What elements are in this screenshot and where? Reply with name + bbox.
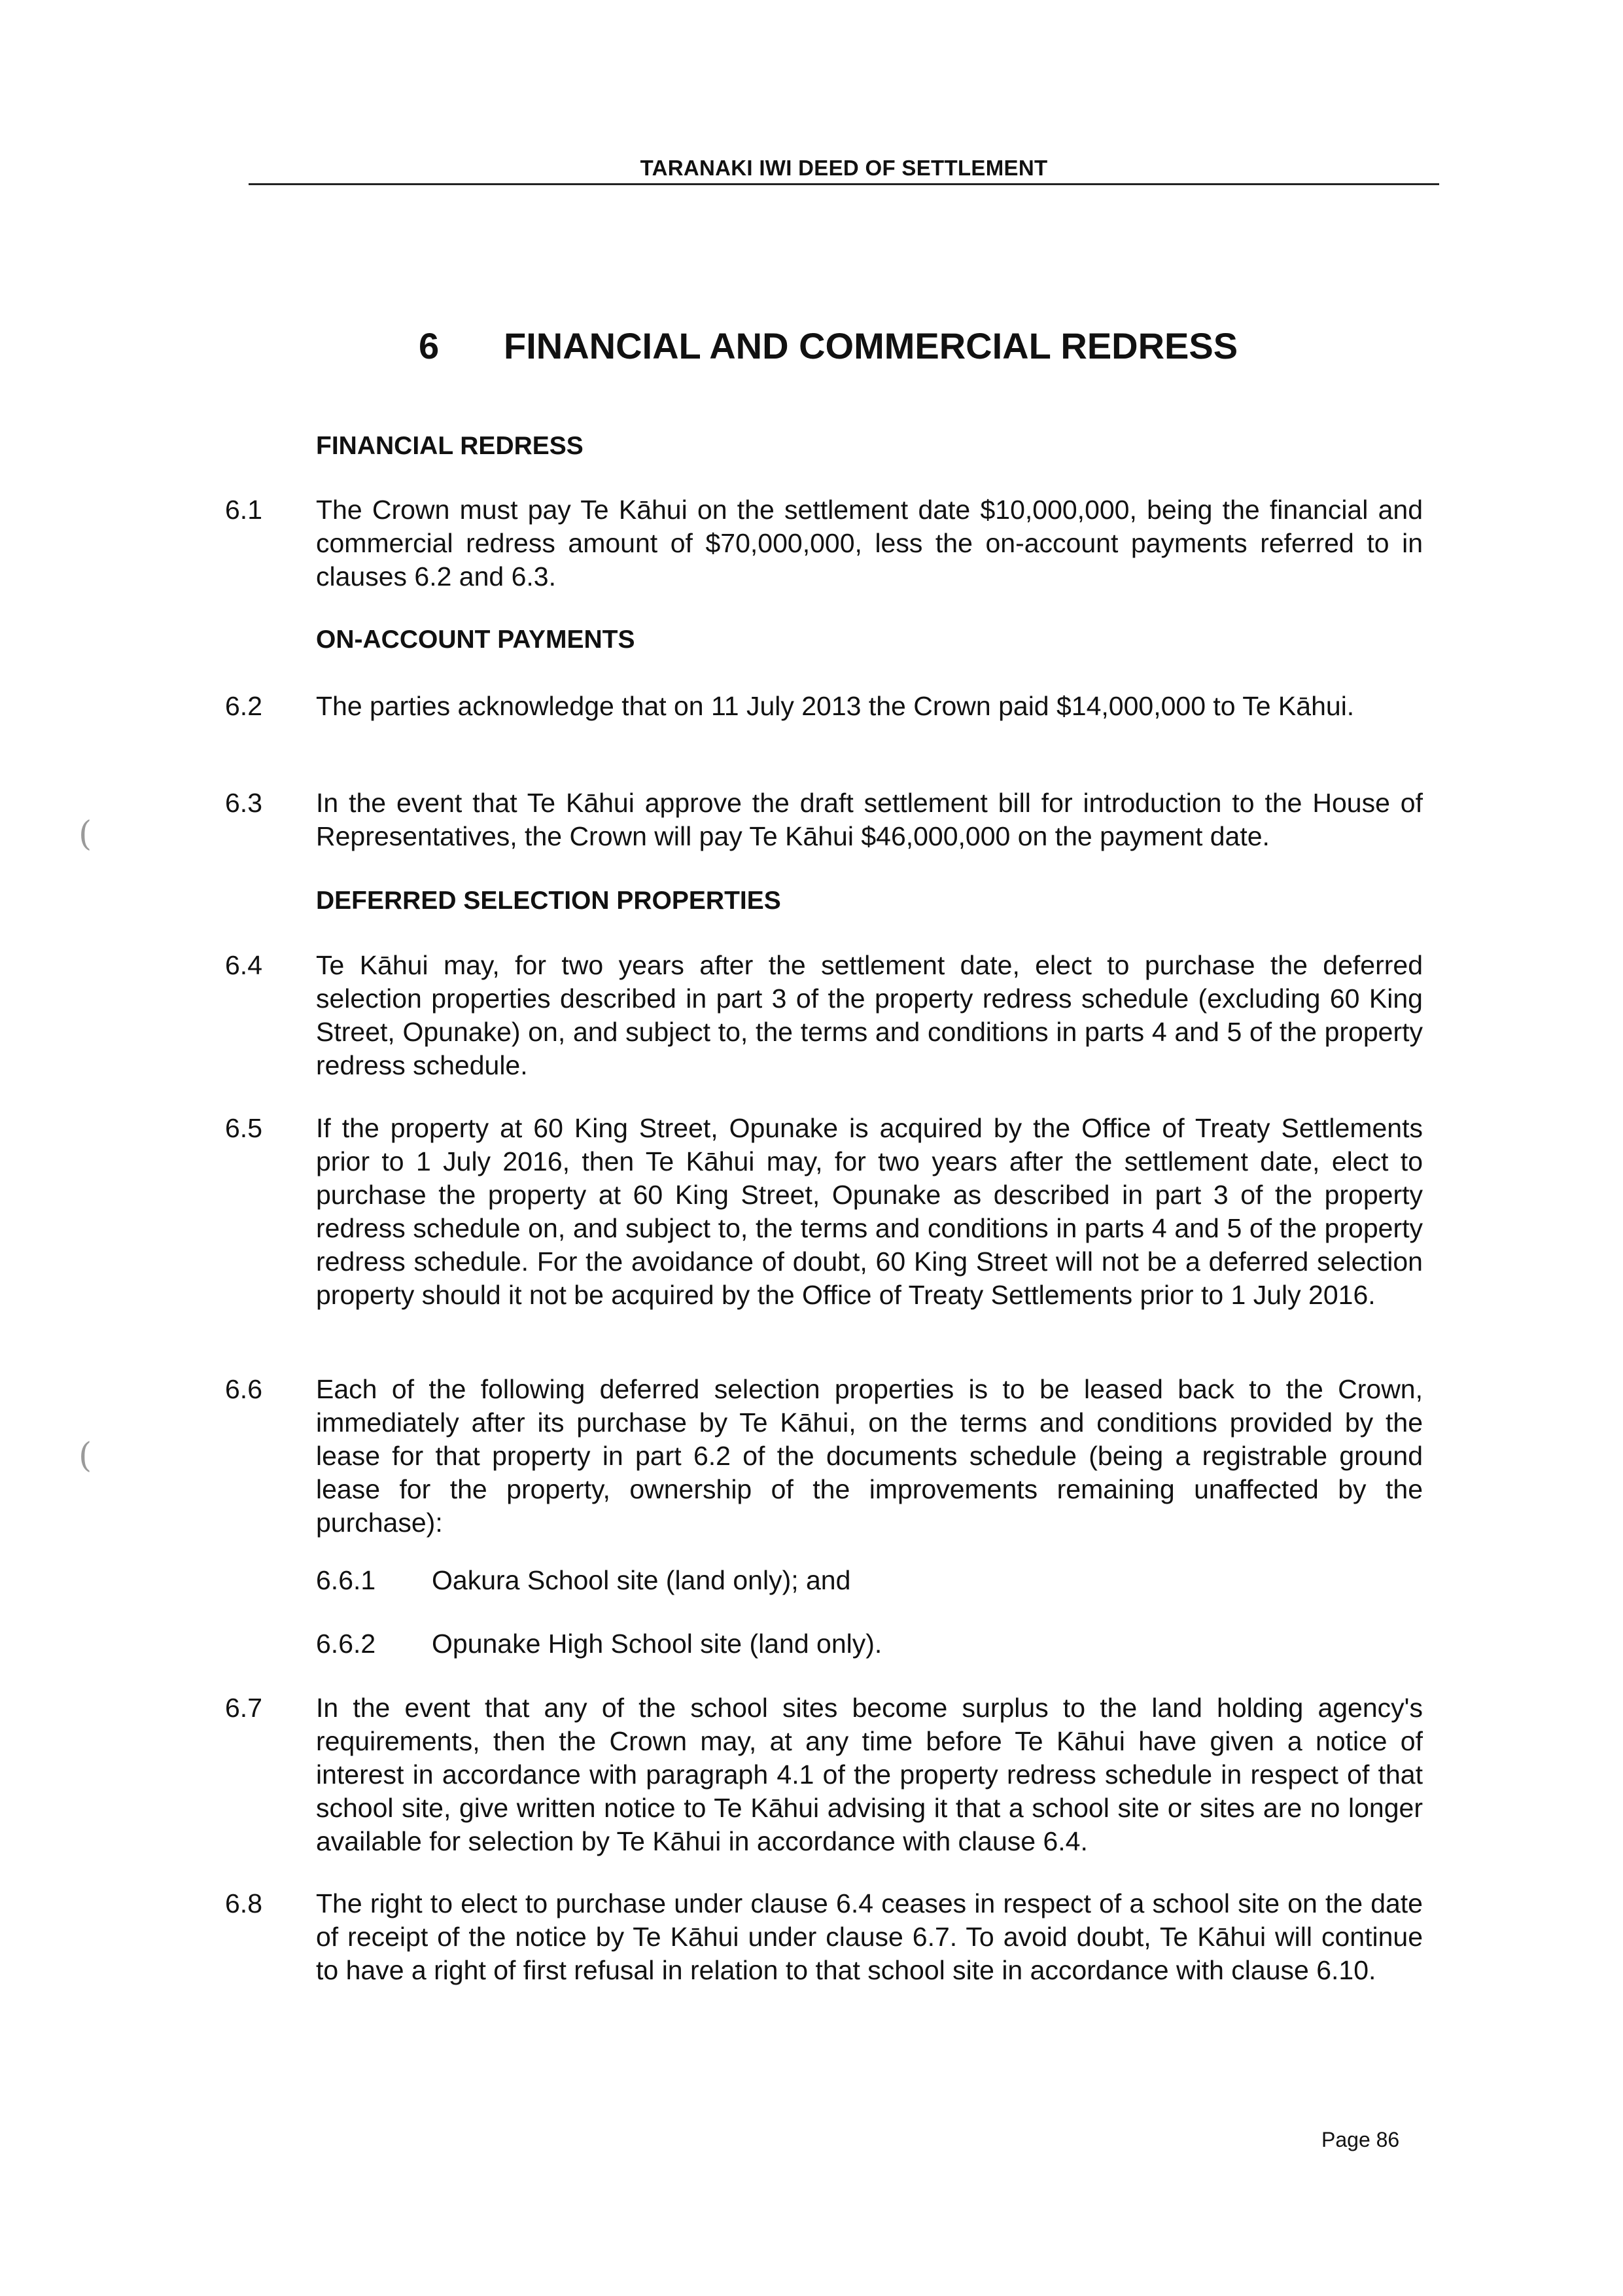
- clause-text: In the event that Te Kāhui approve the draft settlement bill for introduction to the House of Representatives, the Crown will pay Te Kāhui $46,000,000 on the payment date.: [316, 788, 1423, 851]
- clause-text: Te Kāhui may, for two years after the settlement date, elect to purchase the deferred selection properties described in part 3 of the property redress schedule (excluding 60 King Street, Opunake) on, and subject to, the terms and conditions in parts 4 and 5 of the property redress schedule.: [316, 950, 1423, 1080]
- clause-number: 6.4: [225, 950, 262, 980]
- clause-number: 6.5: [225, 1113, 262, 1143]
- chapter-title: [419, 325, 1238, 367]
- heading-on-account-payments: ON-ACCOUNT PAYMENTS: [316, 626, 635, 654]
- hole-punch-mark: (: [79, 815, 92, 854]
- clause-text: In the event that any of the school sites become surplus to the land holding agency's requirements, then the Crown may, at any time before Te Kāhui have given a notice of interest in accordance with paragraph 4.1 of the property redress schedule in respect of that school site, give written notice to Te Kāhui advising it that a school site or sites are no longer available for selection by Te Kāhui in accordance with clause 6.4.: [316, 1693, 1423, 1856]
- clause-number: 6.3: [225, 788, 262, 818]
- clause-text: Each of the following deferred selection properties is to be leased back to the Crown, immediately after its purchase by Te Kāhui, on the terms and conditions provided by the lease for that property in part 6.2 of the documents schedule (being a registrable ground lease for the property, ownership of the improvements remaining unaffected by the purchase):: [316, 1374, 1423, 1538]
- subclause-number: 6.6.1: [316, 1565, 376, 1595]
- clause-text: The right to elect to purchase under clause 6.4 ceases in respect of a school site on the date of receipt of the notice by Te Kāhui under clause 6.7. To avoid doubt, Te Kāhui will continue to have a right of first refusal in relation to that school site in accordance with clause 6.10.: [316, 1888, 1423, 1985]
- clause-number: 6.8: [225, 1888, 262, 1918]
- page-number: Page 86: [1321, 2128, 1400, 2151]
- heading-deferred-selection-properties: DEFERRED SELECTION PROPERTIES: [316, 887, 781, 915]
- running-header-title: TARANAKI IWI DEED OF SETTLEMENT: [640, 156, 1048, 180]
- clause-number: 6.6: [225, 1374, 262, 1404]
- clause-text: If the property at 60 King Street, Opunake is acquired by the Office of Treaty Settlements prior to 1 July 2016, then Te Kāhui may, for two years after the settlement date, elect to purchase the property at 60 King Street, Opunake as described in part 3 of the property redress schedule on, and subject to, the terms and conditions in parts 4 and 5 of the property redress schedule. For the avoidance of doubt, 60 King Street will not be a deferred selection property should it not be acquired by the Office of Treaty Settlements prior to 1 July 2016.: [316, 1113, 1423, 1310]
- clause-number: 6.2: [225, 691, 262, 721]
- subclause-text: Opunake High School site (land only).: [432, 1629, 882, 1659]
- clause-text: The Crown must pay Te Kāhui on the settlement date $10,000,000, being the financial and commercial redress amount of $70,000,000, less the on-account payments referred to in clauses 6.2 and 6.3.: [316, 495, 1423, 592]
- chapter-title-text: FINANCIAL AND COMMERCIAL REDRESS: [504, 325, 1238, 366]
- heading-financial-redress: FINANCIAL REDRESS: [316, 432, 584, 460]
- chapter-number: 6: [419, 325, 440, 366]
- subclause-text: Oakura School site (land only); and: [432, 1565, 851, 1595]
- header-rule: [249, 183, 1439, 185]
- hole-punch-mark: (: [79, 1436, 92, 1475]
- clause-number: 6.7: [225, 1693, 262, 1723]
- clause-text: The parties acknowledge that on 11 July 2013 the Crown paid $14,000,000 to Te Kāhui.: [316, 691, 1355, 721]
- subclause-number: 6.6.2: [316, 1629, 376, 1659]
- clause-number: 6.1: [225, 495, 262, 525]
